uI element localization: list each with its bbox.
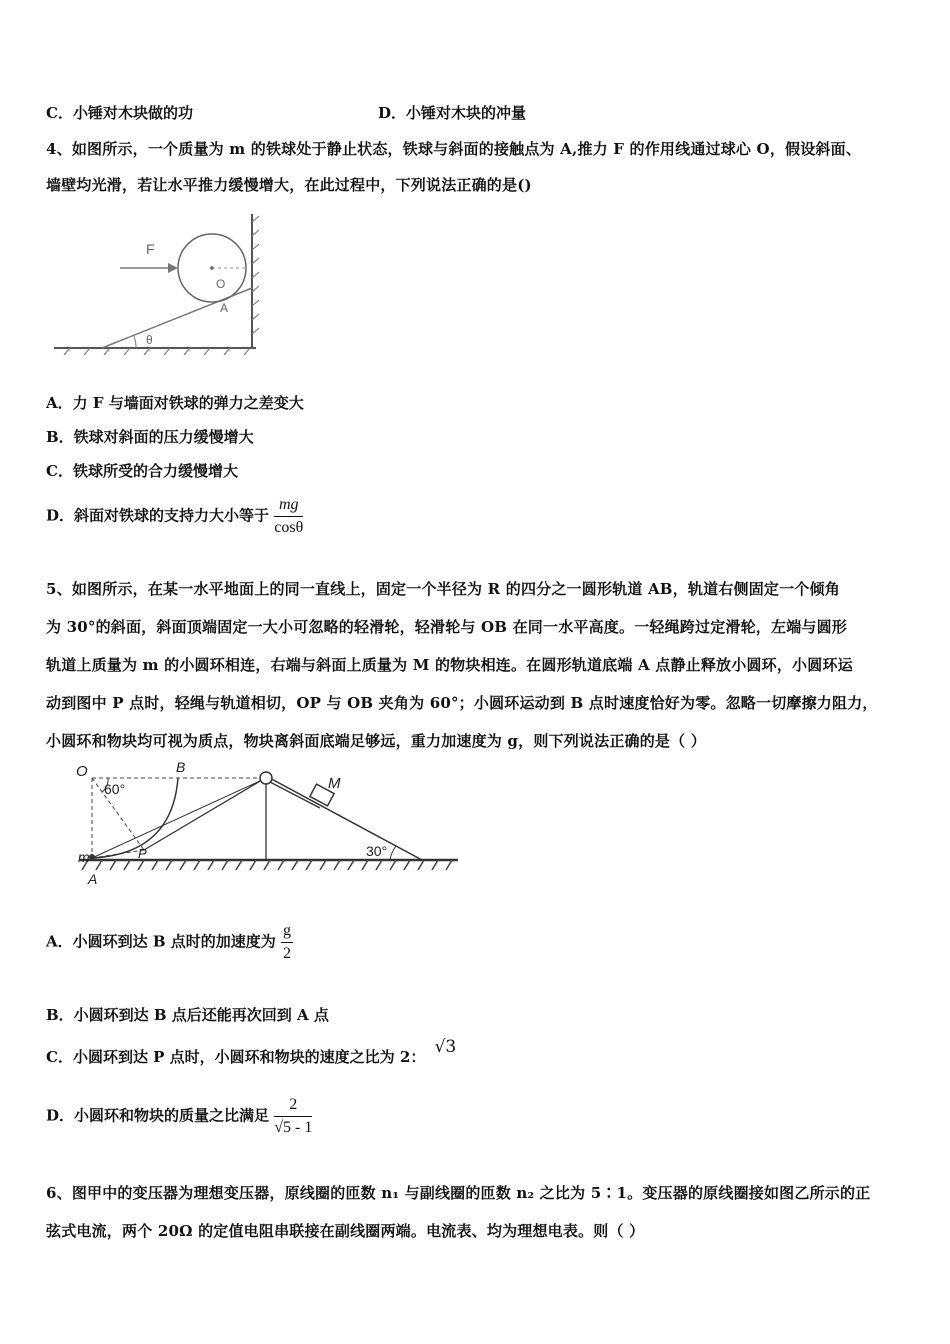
q5-option-d-fraction: [274, 1096, 312, 1137]
q4-stem-line1: 4、如图所示，一个质量为 m 的铁球处于静止状态，铁球与斜面的接触点为 A,推力 F 的作用线通过球心 O，假设斜面、: [46, 140, 862, 158]
q5-stem-line3: 轨道上质量为 m 的小圆环相连，右端与斜面上质量为 M 的物块相连。在圆形轨道底端 A 点静止释放小圆环，小圆环运: [46, 656, 853, 674]
q5-option-a-fraction: [281, 922, 293, 963]
q5-stem-line2: 为 30°的斜面，斜面顶端固定一大小可忽略的轻滑轮，轻滑轮与 OB 在同一水平高度。一轻绳跨过定滑轮，左端与圆形: [46, 618, 847, 636]
q5-label-60: 60°: [104, 781, 126, 797]
q4-option-d-numerator: mg: [274, 496, 303, 517]
q5-stem-line1: 5、如图所示，在某一水平地面上的同一直线上，固定一个半径为 R 的四分之一圆形轨道 AB，轨道右侧固定一个倾角: [46, 580, 840, 598]
q5-option-a-denominator: 2: [283, 945, 291, 962]
q5-pulley: [260, 772, 272, 784]
q5-label-a: A: [88, 871, 98, 887]
q5-label-o: O: [76, 763, 88, 780]
q4-label-theta: θ: [146, 333, 153, 347]
q5-figure: [74, 758, 464, 890]
q4-stem-line2: 墙壁均光滑，若让水平推力缓慢增大，在此过程中，下列说法正确的是(): [46, 176, 532, 194]
q4-option-d-text: D．斜面对铁球的支持力大小等于: [46, 506, 270, 525]
q5-stem-line5: 小圆环和物块均可视为质点，物块离斜面底端足够远，重力加速度为 g，则下列说法正确的是（ ）: [46, 732, 706, 750]
q5-option-d-numerator: 2: [274, 1096, 312, 1117]
q5-label-m-small: m: [78, 849, 90, 865]
q5-rope: [144, 780, 262, 850]
q4-option-d-denominator: cosθ: [274, 519, 304, 536]
q5-label-30: 30°: [366, 843, 388, 859]
q3-option-d: D．小锤对木块的冲量: [378, 104, 527, 122]
q5-option-a: [46, 922, 293, 963]
q6-stem-line2: 弦式电流，两个 20Ω 的定值电阻串联接在副线圈两端。电流表、均为理想电表。则（ ）: [46, 1222, 645, 1240]
q5-stem-line4: 动到图中 P 点时，轻绳与轨道相切，OP 与 OB 夹角为 60°；小圆环运动到 B 点时速度恰好为零。忽略一切摩擦力阻力，: [46, 694, 878, 712]
q4-option-c: C．铁球所受的合力缓慢增大: [46, 462, 238, 480]
q5-option-a-numerator: g: [281, 922, 293, 943]
q6-stem-line1: 6、图甲中的变压器为理想变压器，原线圈的匝数 n₁ 与副线圈的匝数 n₂ 之比为 5∶1。变压器的原线圈接如图乙所示的正: [46, 1184, 871, 1202]
q5-option-b: B．小圆环到达 B 点后还能再次回到 A 点: [46, 1006, 329, 1024]
q4-option-b: B．铁球对斜面的压力缓慢增大: [46, 428, 254, 446]
q4-figure: [50, 208, 280, 358]
q5-option-c-sqrt: √3: [434, 1037, 457, 1057]
q5-option-c: [46, 1037, 457, 1067]
q5-option-a-text: A．小圆环到达 B 点时的加速度为: [46, 932, 276, 951]
q5-option-d: [46, 1096, 312, 1137]
q5-option-c-text: C．小圆环到达 P 点时，小圆环和物块的速度之比为 2：: [46, 1048, 426, 1066]
q4-label-o: O: [216, 277, 226, 291]
q4-option-d: [46, 496, 303, 537]
q5-option-d-denominator: √5 - 1: [274, 1119, 313, 1136]
q5-label-p: P: [138, 846, 147, 861]
q3-option-c: C．小锤对木块做的功: [46, 104, 193, 122]
q5-label-m-big: M: [328, 775, 341, 792]
q4-option-d-fraction: [274, 496, 303, 537]
q4-label-a: A: [220, 301, 229, 315]
q5-label-b: B: [176, 759, 186, 775]
q5-option-d-text: D．小圆环和物块的质量之比满足: [46, 1106, 270, 1125]
q5-incline: [266, 776, 422, 860]
q4-label-f: F: [146, 241, 155, 257]
q4-option-a: A．力 F 与墙面对铁球的弹力之差变大: [46, 394, 304, 412]
